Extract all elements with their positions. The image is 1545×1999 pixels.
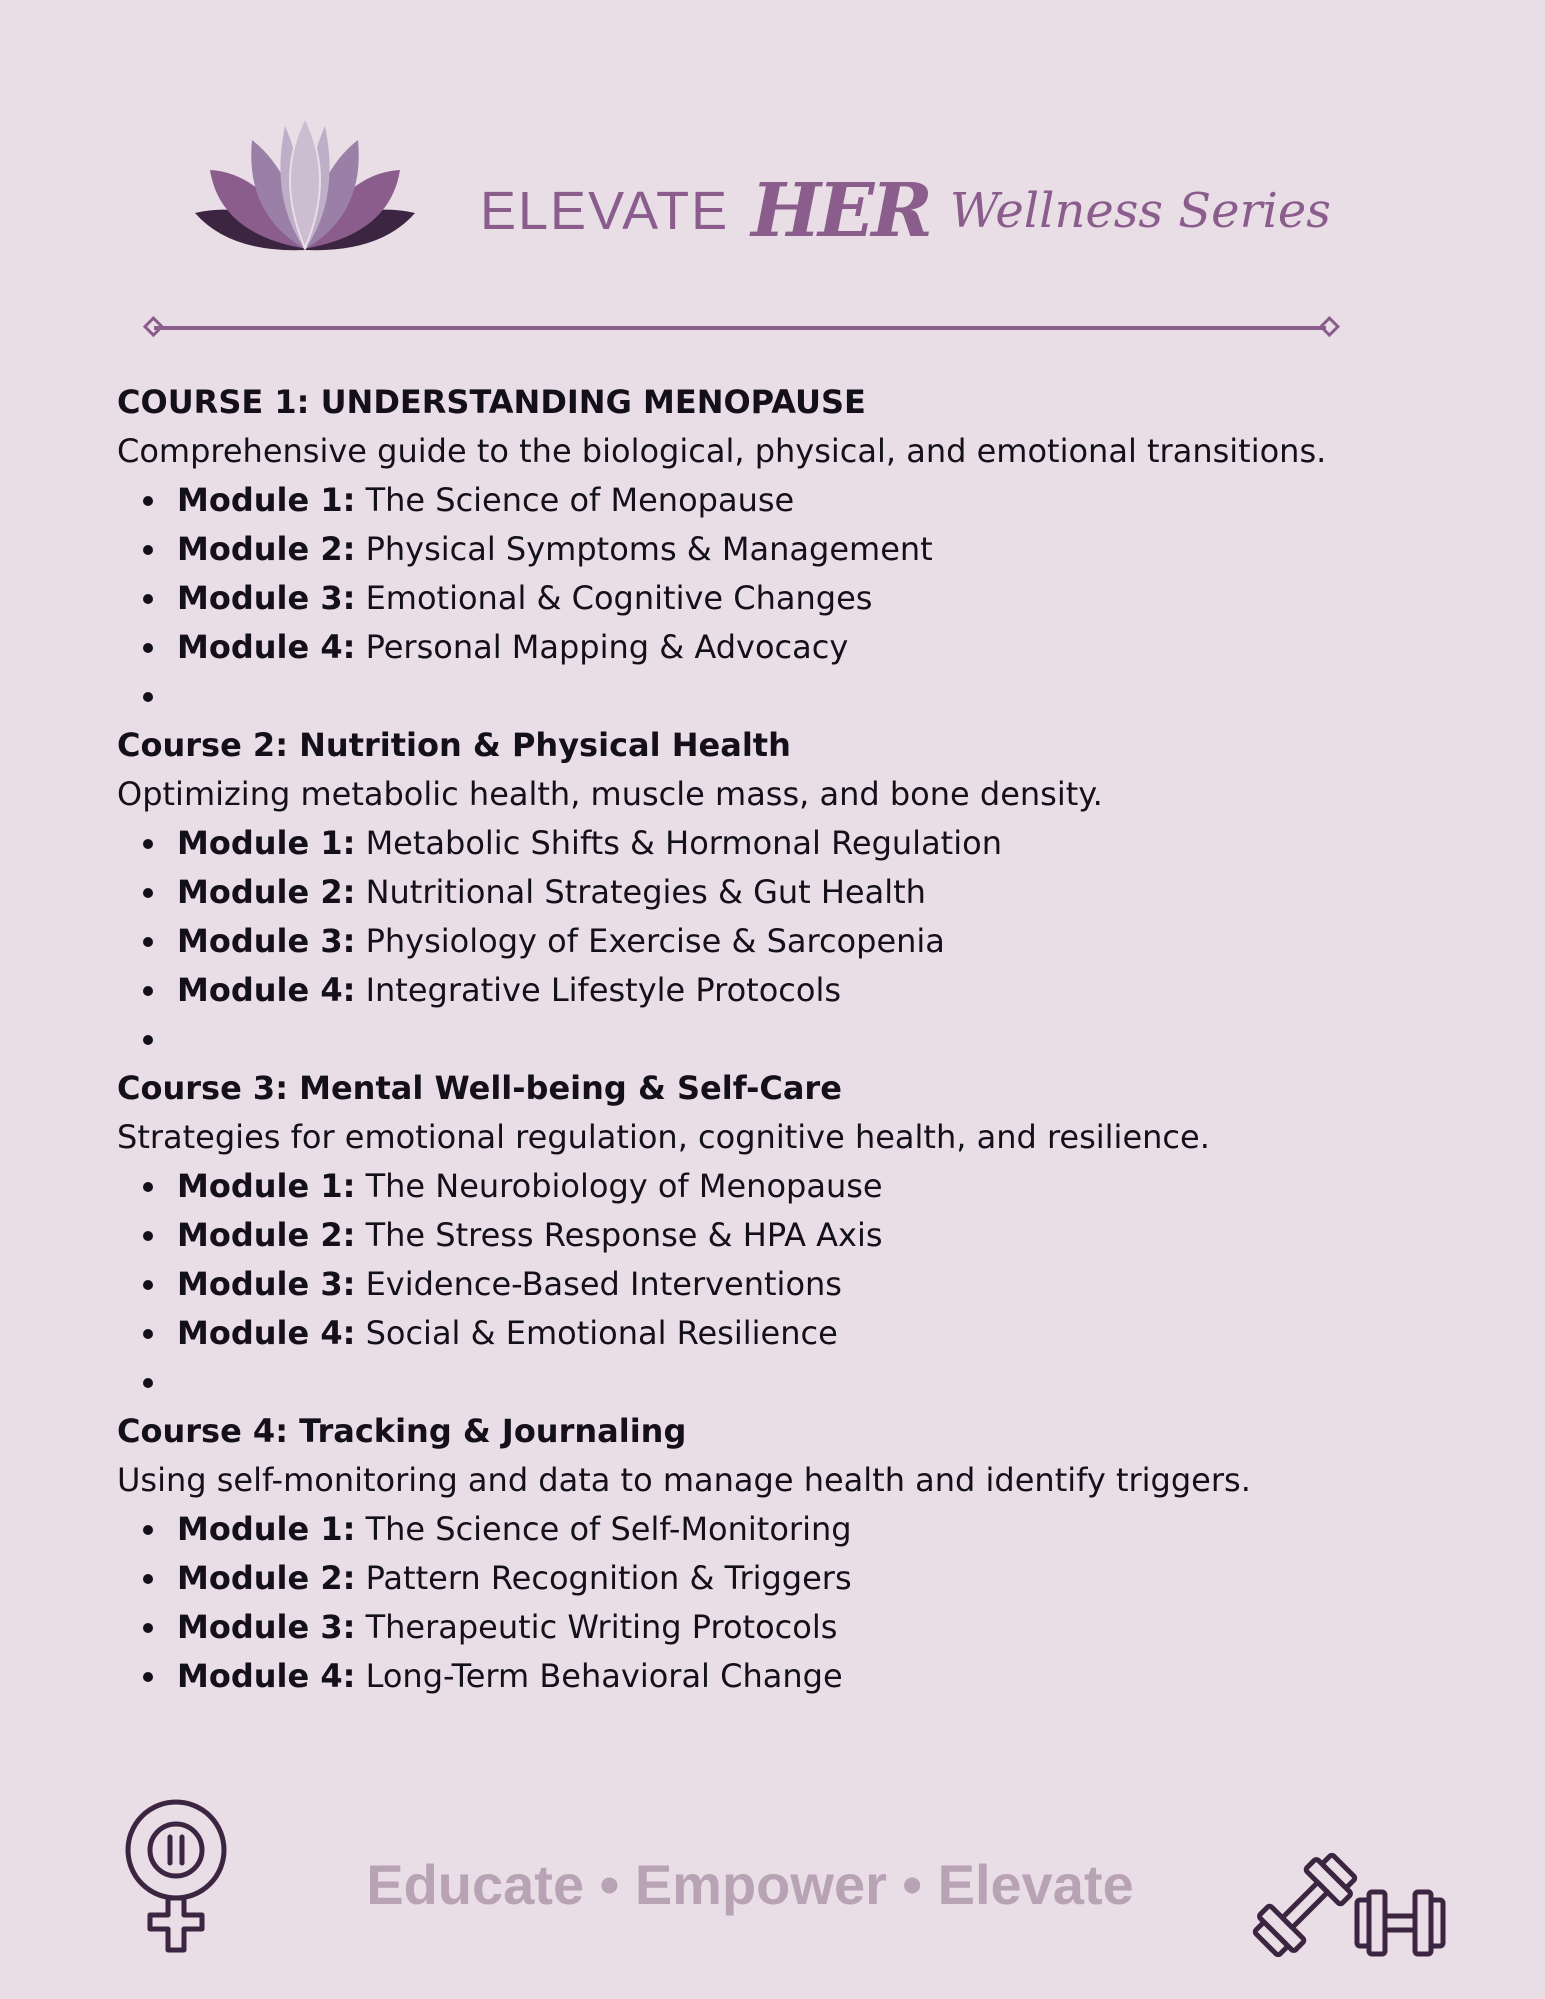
- list-item: [117, 819, 1417, 868]
- module-list: [117, 476, 1417, 721]
- module-text: Metabolic Shifts & Hormonal Regulation: [355, 824, 1002, 862]
- module-list: [117, 1162, 1417, 1407]
- course-3: [117, 1064, 1417, 1407]
- module-label: Module 3:: [177, 579, 356, 617]
- tagline: Educate • Empower • Elevate: [366, 1853, 1134, 1916]
- course-description: Optimizing metabolic health, muscle mass, and bone density.: [117, 775, 1103, 813]
- list-item: [117, 966, 1417, 1015]
- list-item: [117, 1309, 1417, 1358]
- course-list: [117, 378, 1417, 1701]
- list-item: [117, 1603, 1417, 1652]
- module-text: Physiology of Exercise & Sarcopenia: [355, 922, 945, 960]
- module-label: Module 2:: [177, 873, 356, 911]
- course-title: COURSE 1: UNDERSTANDING MENOPAUSE: [117, 383, 866, 421]
- header: [0, 0, 1545, 300]
- list-item: [117, 1652, 1417, 1701]
- dumbbell-icon: [1245, 1840, 1455, 1965]
- module-label: Module 1:: [177, 481, 356, 519]
- venus-pause-icon: [118, 1795, 238, 1955]
- list-item: [117, 1211, 1417, 1260]
- list-item: [117, 525, 1417, 574]
- list-item: [117, 1554, 1417, 1603]
- module-text: Social & Emotional Resilience: [355, 1314, 838, 1352]
- list-item: [117, 574, 1417, 623]
- empty-list-item: [117, 672, 1417, 721]
- list-item: [117, 1162, 1417, 1211]
- title-her: HER: [751, 168, 930, 254]
- lotus-icon: [190, 118, 420, 253]
- module-text: Evidence-Based Interventions: [355, 1265, 842, 1303]
- module-list: [117, 819, 1417, 1064]
- module-text: The Stress Response & HPA Axis: [355, 1216, 883, 1254]
- course-2: [117, 721, 1417, 1064]
- module-label: Module 4:: [177, 971, 356, 1009]
- module-text: The Science of Self-Monitoring: [355, 1510, 852, 1548]
- course-1: [117, 378, 1417, 721]
- series-title: [480, 168, 1331, 258]
- course-description: Comprehensive guide to the biological, physical, and emotional transitions.: [117, 432, 1327, 470]
- module-list: [117, 1505, 1417, 1701]
- module-label: Module 3:: [177, 1608, 356, 1646]
- module-text: Therapeutic Writing Protocols: [355, 1608, 838, 1646]
- module-label: Module 3:: [177, 922, 356, 960]
- module-label: Module 1:: [177, 1167, 356, 1205]
- header-divider: [140, 314, 1340, 342]
- title-elevate: ELEVATE: [480, 181, 730, 241]
- list-item: [117, 1260, 1417, 1309]
- list-item: [117, 868, 1417, 917]
- list-item: [117, 476, 1417, 525]
- course-4: [117, 1407, 1417, 1701]
- course-description: Using self-monitoring and data to manage health and identify triggers.: [117, 1461, 1251, 1499]
- title-series: Wellness Series: [949, 183, 1331, 239]
- course-title: Course 3: Mental Well-being & Self-Care: [117, 1069, 842, 1107]
- module-label: Module 2:: [177, 1559, 356, 1597]
- module-text: The Neurobiology of Menopause: [355, 1167, 883, 1205]
- list-item: [117, 917, 1417, 966]
- module-label: Module 4:: [177, 628, 356, 666]
- course-description: Strategies for emotional regulation, cognitive health, and resilience.: [117, 1118, 1210, 1156]
- list-item: [117, 623, 1417, 672]
- module-label: Module 4:: [177, 1314, 356, 1352]
- list-item: [117, 1505, 1417, 1554]
- course-title: Course 4: Tracking & Journaling: [117, 1412, 687, 1450]
- module-text: Physical Symptoms & Management: [355, 530, 933, 568]
- module-label: Module 2:: [177, 1216, 356, 1254]
- module-label: Module 1:: [177, 824, 356, 862]
- module-label: Module 2:: [177, 530, 356, 568]
- module-label: Module 1:: [177, 1510, 356, 1548]
- empty-list-item: [117, 1358, 1417, 1407]
- module-text: Pattern Recognition & Triggers: [355, 1559, 852, 1597]
- module-text: Personal Mapping & Advocacy: [355, 628, 849, 666]
- course-title: Course 2: Nutrition & Physical Health: [117, 726, 791, 764]
- module-text: Integrative Lifestyle Protocols: [355, 971, 842, 1009]
- module-label: Module 3:: [177, 1265, 356, 1303]
- empty-list-item: [117, 1015, 1417, 1064]
- module-text: The Science of Menopause: [355, 481, 795, 519]
- module-label: Module 4:: [177, 1657, 356, 1695]
- module-text: Nutritional Strategies & Gut Health: [355, 873, 926, 911]
- module-text: Long-Term Behavioral Change: [355, 1657, 843, 1695]
- module-text: Emotional & Cognitive Changes: [355, 579, 873, 617]
